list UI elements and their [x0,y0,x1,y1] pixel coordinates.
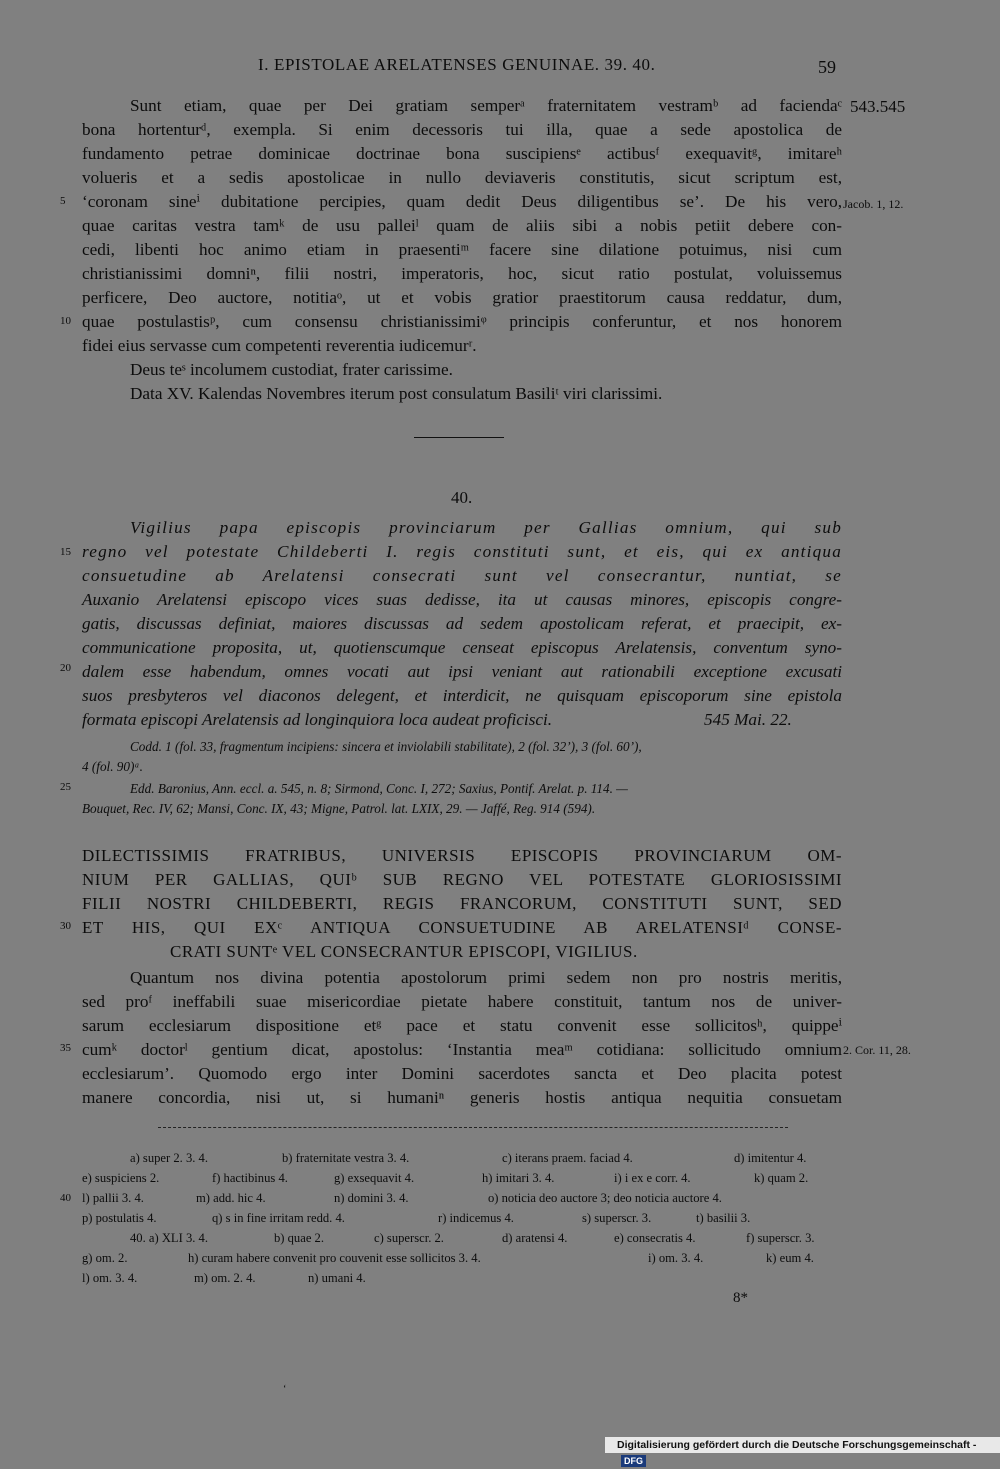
text-line: quae postulastisᵖ, cum consensu christianissimiᵠ principis conferuntur, et nos honorem [82,312,842,331]
text-line: perficere, Deo auctore, notitiaᵒ, ut et vobis gratior praestitorum causa reddatur, dum, [82,288,842,307]
address-line: DILECTISSIMIS FRATRIBUS, UNIVERSIS EPISCOPIS PROVINCIARUM OM- [82,846,842,865]
editions-line: Bouquet, Rec. IV, 62; Mansi, Conc. IX, 43; Migne, Patrol. lat. LXIX, 29. — Jaffé, Reg. 914 (594). [82,801,596,816]
summary-line: gatis, discussas definiat, maiores discussas ad sedem apostolicam referat, et praecipit, ex- [82,614,842,633]
footnote: g) om. 2. [82,1251,128,1265]
footnote: e) suspiciens 2. [82,1171,160,1185]
footnote: m) om. 2. 4. [194,1271,256,1285]
footnote: l) pallii 3. 4. [82,1191,144,1205]
footnote: a) super 2. 3. 4. [130,1151,208,1165]
footnote: s) superscr. 3. [582,1211,652,1225]
footnote: n) umani 4. [308,1271,366,1285]
footnote: o) noticia deo auctore 3; deo noticia auctore 4. [488,1191,722,1205]
signature-mark: 8* [733,1290,748,1306]
footnote: e) consecratis 4. [614,1231,696,1245]
address-line: CRATI SUNTᵉ VEL CONSECRANTUR EPISCOPI, VIGILIUS. [170,942,638,961]
text-line: quae caritas vestra tamᵏ de usu palleiˡ quam de aliis sibi a nobis petiit debere con- [82,216,842,235]
footnote: d) aratensi 4. [502,1231,568,1245]
summary-line: consuetudine ab Arelatensi consecrati sunt vel consecrantur, nuntiat, se [82,566,842,585]
footnote: f) hactibinus 4. [212,1171,288,1185]
text-line: ecclesiarum’. Quomodo ergo inter Domini sacerdotes sancta et Deo placita potest [82,1064,842,1083]
footnote: h) imitari 3. 4. [482,1171,555,1185]
line-number: 5 [60,195,66,207]
text-line: Sunt etiam, quae per Dei gratiam semperᵃ fraternitatem vestramᵇ ad faciendaᶜ [130,96,842,115]
closing-line: Deus teˢ incolumem custodiat, frater carissime. [130,360,453,379]
page-number: 59 [818,57,836,77]
line-number: 40 [60,1192,71,1204]
footnote: g) exsequavit 4. [334,1171,415,1185]
address-line: FILII NOSTRI CHILDEBERTI, REGIS FRANCORUM, CONSTITUTI SUNT, SED [82,894,842,913]
footnote: c) iterans praem. faciad 4. [502,1151,633,1165]
running-title: I. EPISTOLAE ARELATENSES GENUINAE. 39. 40. [258,55,656,74]
footnote: r) indicemus 4. [438,1211,514,1225]
text-line: cedi, libenti hoc animo etiam in praesentiᵐ facere sine dilatione potuimus, nisi cum [82,240,842,259]
footnote: q) s in fine irritam redd. 4. [212,1211,345,1225]
address-line: NIUM PER GALLIAS, QUIᵇ SUB REGNO VEL POTESTATE GLORIOSISSIMI [82,870,842,889]
summary-line: Auxanio Arelatensi episcopo vices suas dedisse, ita ut causas minores, episcopis congre- [82,590,842,609]
footnote: i) om. 3. 4. [648,1251,704,1265]
text-line: manere concordia, nisi ut, si humaniⁿ generis hostis antiqua nequitia consuetam [82,1088,842,1107]
summary-line: regno vel potestate Childeberti I. regis constituti sunt, et eis, qui ex antiqua [82,542,842,561]
summary-line: formata episcopi Arelatensis ad longinquiora loca audeat proficisci. [82,710,553,729]
footnote: n) domini 3. 4. [334,1191,409,1205]
footnote: f) superscr. 3. [746,1231,815,1245]
margin-reference: 2. Cor. 11, 28. [843,1043,911,1057]
line-number: 15 [60,546,71,558]
text-line: fundamento petrae dominicae doctrinae bona suscipiensᵉ actibusᶠ exequavitᵍ, imitareʰ [82,144,842,163]
footnote: m) add. hic 4. [196,1191,266,1205]
summary-line: dalem esse habendum, omnes vocati aut ipsi veniant aut rationabili exceptione excusati [82,662,842,681]
footnote: k) eum 4. [766,1251,814,1265]
dfg-logo: DFG [621,1455,646,1467]
text-line: ‘coronam sineⁱ dubitatione percipies, quam dedit Deus diligentibus se’. De his vero, [82,192,842,211]
text-line: christianissimi domniⁿ, filii nostri, imperatoris, hoc, sicut ratio postulat, voluissemus [82,264,842,283]
text-line: bona hortenturᵈ, exempla. Si enim decessoris tui illa, quae a sede apostolica de [82,120,842,139]
line-number: 10 [60,315,71,327]
footnote: c) superscr. 2. [374,1231,444,1245]
address-line: ET HIS, QUI EXᶜ ANTIQUA CONSUETUDINE AB ARELATENSIᵈ CONSE- [82,918,842,937]
codices-line: 4 (fol. 90)ᵃ. [82,759,143,774]
summary-date: 545 Mai. 22. [704,710,792,729]
text-line: volueris et a sedis apostolicae in nullo deviaveris constitutis, sicut scriptum est, [82,168,842,187]
footnote: p) postulatis 4. [82,1211,157,1225]
text-line: sed proᶠ ineffabili suae misericordiae pietate habere constituit, tantum nos de univer- [82,992,842,1011]
footnote: 40. a) XLI 3. 4. [130,1231,208,1245]
footer-text: Digitalisierung gefördert durch die Deutsche Forschungsgemeinschaft - [617,1439,977,1451]
footnote-separator [158,1127,788,1128]
editions-line: Edd. Baronius, Ann. eccl. a. 545, n. 8; Sirmond, Conc. I, 272; Saxius, Pontif. Arelat. p. 114. — [130,781,628,796]
summary-line: Vigilius papa episcopis provinciarum per Gallias omnium, qui sub [130,518,842,537]
text-line: Quantum nos divina potentia apostolorum primi sedem non pro nostris meritis, [130,968,842,987]
date-line: Data XV. Kalendas Novembres iterum post consulatum Basiliᵗ viri clarissimi. [130,384,663,403]
line-number: 20 [60,662,71,674]
text-line: sarum ecclesiarum dispositione etᵍ pace et statu convenit esse sollicitosʰ, quippeⁱ [82,1016,842,1035]
line-number: 30 [60,920,71,932]
footnote: h) curam habere convenit pro couvenit esse sollicitos 3. 4. [188,1251,481,1265]
codices-line: Codd. 1 (fol. 33, fragmentum incipiens: sincera et inviolabili stabilitate), 2 (fol. 32’), 3 (fol. 60’), [130,739,642,754]
text-line: cumᵏ doctorˡ gentium dicat, apostolus: ‘Instantia meaᵐ cotidiana: sollicitudo omnium [82,1040,842,1059]
footnote: k) quam 2. [754,1171,809,1185]
line-number: 25 [60,781,71,793]
footnote: d) imitentur 4. [734,1151,807,1165]
footnote: b) quae 2. [274,1231,325,1245]
margin-reference: Jacob. 1, 12. [843,197,904,211]
stray-mark: ‘ [283,1384,287,1395]
text-line: fidei eius servasse cum competenti reverentia iudicemurʳ. [82,336,477,355]
footnote: t) basilii 3. [696,1211,751,1225]
letter-number: 40. [451,488,473,507]
date-range-note: 543.545 [850,97,906,116]
line-number: 35 [60,1042,71,1054]
summary-line: suos presbyteros vel diaconos delegent, et interdicit, ne quisquam episcoporum sine epistola [82,686,842,705]
footnote: l) om. 3. 4. [82,1271,138,1285]
footnote: b) fraternitate vestra 3. 4. [282,1151,410,1165]
summary-line: communicatione proposita, ut, quotienscumque censeat episcopus Arelatensis, conventum syno- [82,638,842,657]
section-separator [414,437,504,438]
digitization-footer [605,1437,1000,1466]
footnote: i) i ex e corr. 4. [614,1171,691,1185]
